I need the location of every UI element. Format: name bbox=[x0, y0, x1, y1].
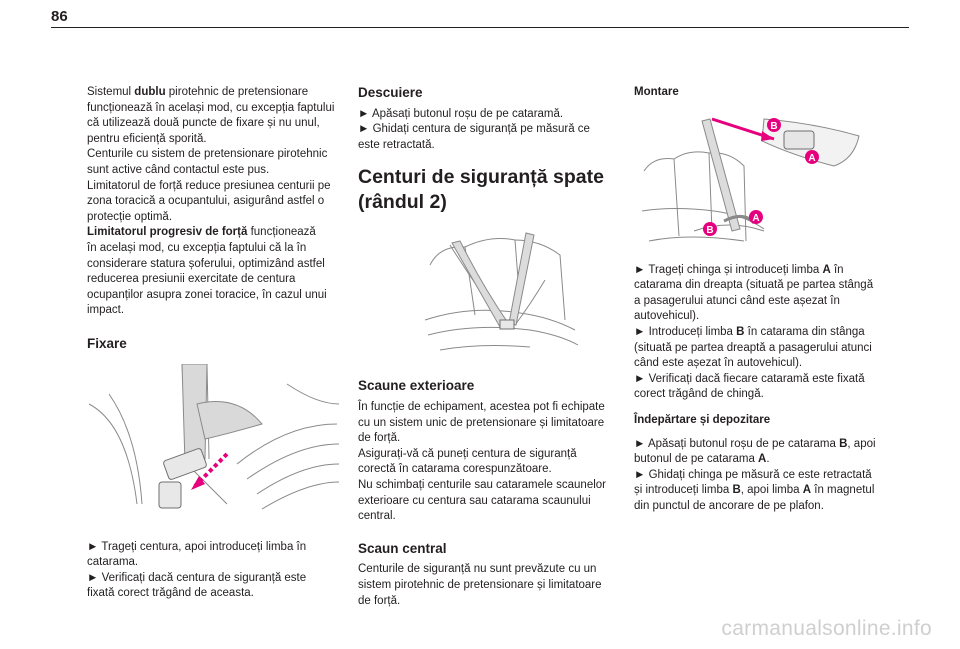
central-seat-heading: Scaun central bbox=[358, 540, 447, 556]
text-line: În funcție de echipament, acestea pot fi echipate bbox=[358, 400, 605, 413]
text-line: catarama din dreapta (situată pe partea stângă bbox=[634, 279, 874, 292]
page-number: 86 bbox=[51, 8, 68, 25]
column-2 bbox=[358, 85, 620, 609]
callout-label-a: A bbox=[808, 152, 816, 164]
text-line: de forță. bbox=[358, 594, 401, 607]
column-1 bbox=[87, 85, 342, 602]
text-line: corectă în catarama corespunzătoare. bbox=[358, 463, 552, 476]
text-line: reducerea presiunii exercitate de centura bbox=[87, 273, 296, 286]
watermark: carmanualsonline.info bbox=[721, 617, 932, 640]
text-line: exterioare cu centura sau catarama scaunului bbox=[358, 494, 591, 507]
text-line: central. bbox=[358, 510, 396, 523]
section-title-line: (rândul 2) bbox=[358, 191, 447, 214]
text-line: ► Ghidați centura de siguranță pe măsură ce bbox=[358, 123, 590, 136]
text-line: este retractată. bbox=[358, 138, 435, 151]
text-line: ► Apăsați butonul roșu de pe catarama B, apoi bbox=[634, 437, 876, 450]
text-line: fixată corect trăgând de aceasta. bbox=[87, 587, 254, 600]
rear-seats-illustration bbox=[420, 225, 580, 360]
callout-label-a: A bbox=[752, 212, 760, 224]
text-line: Nu schimbați centurile sau cataramele scaunelor bbox=[358, 478, 607, 491]
text-line: ► Ghidați chinga pe măsură ce este retractată bbox=[634, 468, 872, 481]
depozitare-heading: Îndepărtare și depozitare bbox=[634, 413, 771, 426]
column-3 bbox=[634, 85, 896, 515]
text-line: considerare statura șoferului, optimizând astfel bbox=[87, 257, 325, 270]
text-line: Centurile cu sistem de pretensionare pirotehnic bbox=[87, 148, 328, 161]
text-line: ► Apăsați butonul roșu de pe cataramă. bbox=[358, 107, 564, 120]
central-seat-text bbox=[358, 562, 620, 609]
text-line: ► Verificați dacă fiecare cataramă este fixată bbox=[634, 372, 865, 385]
text-line: impact. bbox=[87, 304, 125, 317]
montare-heading: Montare bbox=[634, 86, 679, 98]
text-line: butonul de pe catarama A. bbox=[634, 453, 770, 466]
text-line: de forță. bbox=[358, 432, 401, 445]
text-line: Limitatorul de forță reduce presiunea centurii pe bbox=[87, 179, 331, 192]
text-line: și introduceți limba B, apoi limba A în magnetul bbox=[634, 484, 875, 497]
exterior-seats-text bbox=[358, 400, 620, 525]
text-line: pentru eficiență sporită. bbox=[87, 132, 207, 145]
text-line: catarama. bbox=[87, 556, 139, 569]
section-title bbox=[358, 165, 620, 215]
fastening-illustration bbox=[87, 364, 342, 524]
text-line: zona toracică a ocupantului, asigurând astfel o bbox=[87, 195, 325, 208]
text-line: ► Trageți centura, apoi introduceți limba în bbox=[87, 540, 307, 553]
descuiere-heading: Descuiere bbox=[358, 85, 423, 100]
buckles-illustration bbox=[634, 111, 864, 249]
text-line: protecție optimă. bbox=[87, 210, 173, 223]
text-line: din punctul de ancorare de pe plafon. bbox=[634, 499, 824, 512]
text-line: a pasagerului atunci când este așezat în bbox=[634, 294, 840, 307]
fixare-heading: Fixare bbox=[87, 335, 127, 351]
text-line: că utilizează două puncte de fixare și nu unul, bbox=[87, 117, 320, 130]
text-line: Centurile de siguranță nu sunt prevăzute cu un bbox=[358, 563, 597, 576]
section-title-line: Centuri de siguranță spate bbox=[358, 166, 604, 189]
depozitare-instructions bbox=[634, 437, 896, 515]
exterior-seats-heading: Scaune exterioare bbox=[358, 378, 475, 394]
text-line: (situată pe partea dreaptă a pasagerului atunci bbox=[634, 341, 872, 354]
callout-label-b: B bbox=[706, 224, 714, 236]
intro-paragraph bbox=[87, 85, 342, 319]
callout-label-b: B bbox=[770, 120, 778, 132]
text-line: Asigurați-vă că puneți centura de siguranță bbox=[358, 447, 577, 460]
text-line: autovehicul). bbox=[634, 310, 700, 323]
text-line: ► Verificați dacă centura de siguranță este bbox=[87, 571, 307, 584]
text-line: sistem pirotehnic de pretensionare și limitatoare bbox=[358, 578, 602, 591]
descuiere-instructions bbox=[358, 107, 620, 154]
text-line: ► Trageți chinga și introduceți limba A în bbox=[634, 263, 844, 276]
text-line: ocupanților asupra zonei toracice, în cazul unui bbox=[87, 288, 327, 301]
text-line: ► Introduceți limba B în catarama din stânga bbox=[634, 325, 865, 338]
text-line: în același mod, cu excepția faptului că la în bbox=[87, 241, 307, 254]
text-line: sunt active când contactul este pus. bbox=[87, 163, 270, 176]
text-line: cu un sistem unic de pretensionare și limitatoare bbox=[358, 416, 605, 429]
text-line: Sistemul dublu pirotehnic de pretensionare bbox=[87, 86, 309, 98]
text-line: funcționează în același mod, cu excepția faptului bbox=[87, 101, 335, 114]
fixare-instructions bbox=[87, 540, 342, 602]
top-rule bbox=[51, 27, 909, 28]
text-line: corect trăgând de chingă. bbox=[634, 388, 764, 401]
text-line: când este așezat în autovehicul). bbox=[634, 357, 803, 370]
text-line: Limitatorul progresiv de forță funcționează bbox=[87, 226, 316, 239]
montare-instructions bbox=[634, 263, 896, 403]
